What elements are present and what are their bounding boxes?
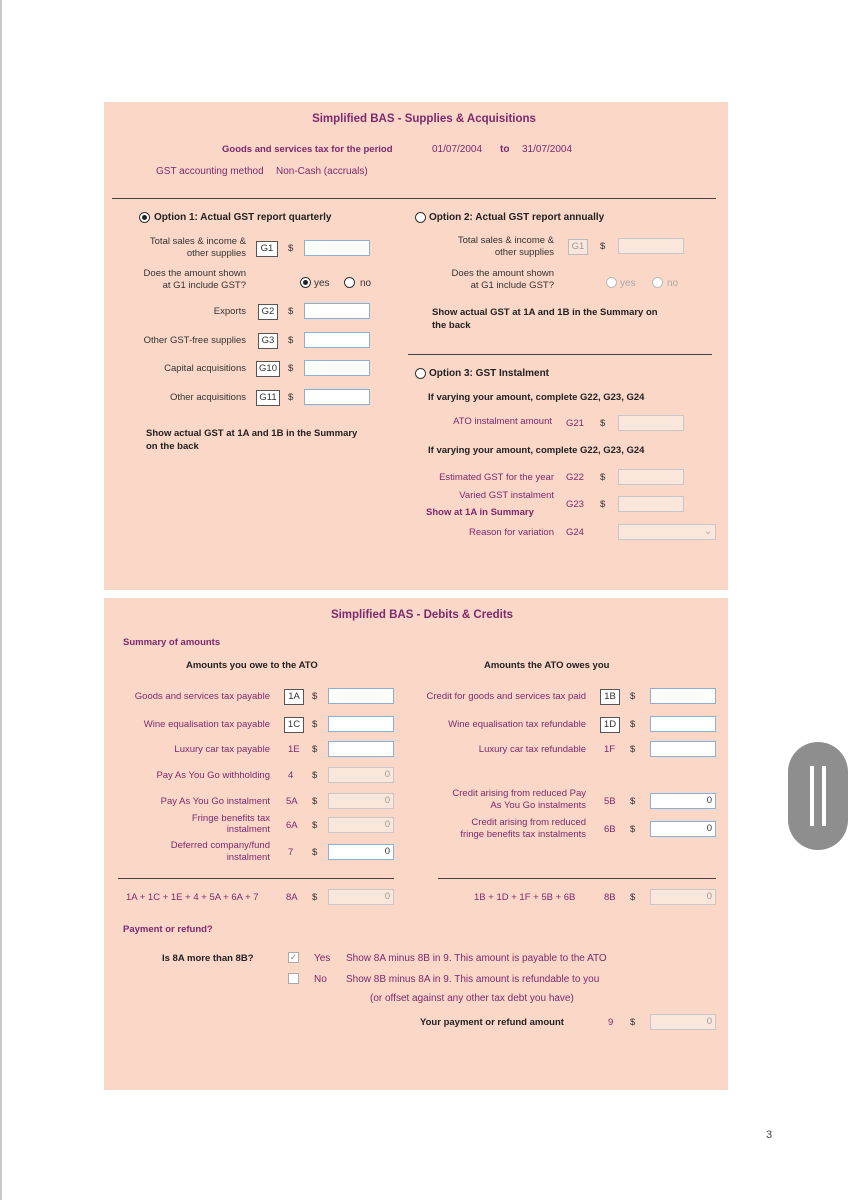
input-1f[interactable] <box>650 741 716 757</box>
final-amount-label: Your payment or refund amount <box>420 1017 564 1028</box>
input-6b[interactable]: 0 <box>650 821 716 837</box>
option2-gst-yes-radio[interactable] <box>606 277 617 288</box>
compare-question: Is 8A more than 8B? <box>162 953 254 964</box>
dollar-sign: $ <box>312 820 318 831</box>
code-4: 4 <box>288 770 294 781</box>
yes-label: Yes <box>314 953 331 964</box>
option2-gst-question-line2: at G1 include GST? <box>470 280 554 291</box>
fbt-credit-label-line1: Credit arising from reduced <box>471 817 586 828</box>
dollar-sign: $ <box>630 796 636 807</box>
input-8a[interactable]: 0 <box>328 889 394 905</box>
g1-gst-yes-radio[interactable] <box>300 277 311 288</box>
g10-code: G10 <box>256 361 280 377</box>
deferred-instalment-label-line2: instalment <box>226 852 270 863</box>
gst-method-value: Non-Cash (accruals) <box>276 166 368 177</box>
exports-label: Exports <box>213 306 246 317</box>
option1-show-note-line2: on the back <box>146 441 199 452</box>
no-checkbox[interactable] <box>288 973 299 984</box>
payg-credit-label-line2: As You Go instalments <box>490 800 586 811</box>
dollar-sign: $ <box>630 691 636 702</box>
supplies-acquisitions-panel <box>104 102 728 590</box>
yes-checkbox[interactable] <box>288 952 299 963</box>
code-1a: 1A <box>284 689 304 705</box>
code-1f: 1F <box>604 744 616 755</box>
option1-label: Option 1: Actual GST report quarterly <box>154 212 332 223</box>
dollar-sign: $ <box>288 306 294 317</box>
code-1e: 1E <box>288 744 300 755</box>
g22-input[interactable] <box>618 469 684 485</box>
option2-show-note-line2: the back <box>432 320 471 331</box>
payg-instalment-label: Pay As You Go instalment <box>160 796 270 807</box>
gst-payable-label: Goods and services tax payable <box>134 691 270 702</box>
no-label: No <box>314 974 327 985</box>
wet-refundable-label: Wine equalisation tax refundable <box>448 719 586 730</box>
option2-g1-input[interactable] <box>618 238 684 254</box>
no-text: Show 8B minus 8A in 9. This amount is refundable to you <box>346 974 600 985</box>
option1-show-note-line1: Show actual GST at 1A and 1B in the Summary <box>146 428 358 439</box>
lct-refundable-label: Luxury car tax refundable <box>478 744 586 755</box>
panel-title: Simplified BAS - Debits & Credits <box>330 609 514 621</box>
input-9[interactable]: 0 <box>650 1014 716 1030</box>
divider <box>118 878 394 879</box>
divider <box>408 354 712 355</box>
g1-gst-yes-label: yes <box>314 278 330 289</box>
chevron-down-icon: ⌄ <box>704 526 712 537</box>
dollar-sign: $ <box>312 847 318 858</box>
g21-input[interactable] <box>618 415 684 431</box>
option1-radio[interactable] <box>139 212 150 223</box>
yes-text: Show 8A minus 8B in 9. This amount is payable to the ATO <box>346 953 607 964</box>
g10-input[interactable] <box>304 360 370 376</box>
option3-label: Option 3: GST Instalment <box>429 368 550 379</box>
dollar-sign: $ <box>630 744 636 755</box>
total-8b-formula: 1B + 1D + 1F + 5B + 6B <box>474 892 576 903</box>
code-7: 7 <box>288 847 294 858</box>
code-6b: 6B <box>604 824 616 835</box>
page-number: 3 <box>766 1129 773 1141</box>
option2-gst-no-radio[interactable] <box>652 277 663 288</box>
dollar-sign: $ <box>630 719 636 730</box>
show-at-1a-note: Show at 1A in Summary <box>426 507 534 518</box>
option2-gst-no-label: no <box>667 278 679 289</box>
input-5b[interactable]: 0 <box>650 793 716 809</box>
dollar-sign: $ <box>312 744 318 755</box>
dollar-sign: $ <box>600 499 606 510</box>
code-1b: 1B <box>600 689 620 705</box>
dollar-sign: $ <box>288 335 294 346</box>
g2-code: G2 <box>258 304 278 320</box>
g1-gst-no-label: no <box>360 278 372 289</box>
g3-code: G3 <box>258 333 278 349</box>
period-to: 31/07/2004 <box>522 144 573 155</box>
g1-label-line2: other supplies <box>186 248 246 259</box>
payg-withholding-label: Pay As You Go withholding <box>156 770 270 781</box>
g3-input[interactable] <box>304 332 370 348</box>
g24-code: G24 <box>566 527 584 538</box>
option2-radio[interactable] <box>415 212 426 223</box>
code-8a: 8A <box>286 892 298 903</box>
other-gst-free-label: Other GST-free supplies <box>143 335 246 346</box>
dollar-sign: $ <box>312 892 318 903</box>
g1-label-line1: Total sales & income & <box>149 236 246 247</box>
g11-input[interactable] <box>304 389 370 405</box>
period-to-label: to <box>500 144 510 155</box>
period-from: 01/07/2004 <box>432 144 483 155</box>
code-5a: 5A <box>286 796 298 807</box>
input-7[interactable]: 0 <box>328 844 394 860</box>
g1-gst-question-line2: at G1 include GST? <box>162 280 246 291</box>
wet-payable-label: Wine equalisation tax payable <box>143 719 270 730</box>
code-9: 9 <box>608 1017 614 1028</box>
lct-payable-label: Luxury car tax payable <box>174 744 270 755</box>
code-1c: 1C <box>284 717 304 733</box>
dollar-sign: $ <box>312 770 318 781</box>
option2-gst-question-line1: Does the amount shown <box>451 268 554 279</box>
ato-instalment-label: ATO instalment amount <box>453 416 552 427</box>
other-acquisitions-label: Other acquisitions <box>169 392 246 403</box>
pause-bars-icon[interactable] <box>788 742 848 850</box>
no-text-note: (or offset against any other tax debt you have) <box>370 993 574 1004</box>
divider <box>112 198 716 199</box>
gst-method-label: GST accounting method <box>156 166 264 177</box>
divider <box>438 878 716 879</box>
dollar-sign: $ <box>630 892 636 903</box>
fbt-instalment-label-line2: instalment <box>226 824 270 835</box>
g11-code: G11 <box>256 390 280 406</box>
option2-label: Option 2: Actual GST report annually <box>429 212 605 223</box>
fbt-instalment-label-line1: Fringe benefits tax <box>191 813 270 824</box>
code-1d: 1D <box>600 717 620 733</box>
debits-credits-panel <box>104 598 728 1090</box>
gst-credit-label: Credit for goods and services tax paid <box>426 691 586 702</box>
g1-input[interactable] <box>304 240 370 256</box>
g1-gst-question-line1: Does the amount shown <box>143 268 246 279</box>
dollar-sign: $ <box>600 418 606 429</box>
check-icon: ✓ <box>289 952 298 962</box>
g23-code: G23 <box>566 499 584 510</box>
panel-title: Simplified BAS - Supplies & Acquisitions <box>312 113 536 125</box>
period-label: Goods and services tax for the period <box>222 144 393 155</box>
payg-credit-label-line1: Credit arising from reduced Pay <box>452 788 586 799</box>
summary-label: Summary of amounts <box>123 637 221 648</box>
option2-g1-label-line1: Total sales & income & <box>457 235 554 246</box>
input-8b[interactable]: 0 <box>650 889 716 905</box>
dollar-sign: $ <box>600 241 606 252</box>
deferred-instalment-label-line1: Deferred company/fund <box>170 840 270 851</box>
input-4[interactable]: 0 <box>328 767 394 783</box>
option2-g1-label-line2: other supplies <box>494 247 554 258</box>
input-5a[interactable]: 0 <box>328 793 394 809</box>
option3-radio[interactable] <box>415 368 426 379</box>
option3-varying-note-2: If varying your amount, complete G22, G23, G24 <box>428 445 645 456</box>
estimated-gst-label: Estimated GST for the year <box>439 472 554 483</box>
option3-varying-note-1: If varying your amount, complete G22, G23, G24 <box>428 392 645 403</box>
capital-acquisitions-label: Capital acquisitions <box>164 363 246 374</box>
g22-code: G22 <box>566 472 584 483</box>
g23-input[interactable] <box>618 496 684 512</box>
owe-header: Amounts you owe to the ATO <box>186 660 318 671</box>
code-6a: 6A <box>286 820 298 831</box>
dollar-sign: $ <box>630 824 636 835</box>
dollar-sign: $ <box>630 1017 636 1028</box>
payment-refund-label: Payment or refund? <box>123 924 213 935</box>
code-8b: 8B <box>604 892 616 903</box>
input-1b[interactable] <box>650 688 716 704</box>
g24-select[interactable] <box>618 524 716 540</box>
dollar-sign: $ <box>288 243 294 254</box>
dollar-sign: $ <box>312 719 318 730</box>
reason-variation-label: Reason for variation <box>468 527 554 538</box>
dollar-sign: $ <box>312 796 318 807</box>
option2-gst-yes-label: yes <box>620 278 636 289</box>
option2-g1-code: G1 <box>568 239 588 255</box>
dollar-sign: $ <box>600 472 606 483</box>
g1-gst-no-radio[interactable] <box>344 277 355 288</box>
input-6a[interactable]: 0 <box>328 817 394 833</box>
g21-code: G21 <box>566 418 584 429</box>
fbt-credit-label-line2: fringe benefits tax instalments <box>460 829 586 840</box>
g2-input[interactable] <box>304 303 370 319</box>
input-1d[interactable] <box>650 716 716 732</box>
varied-instalment-label: Varied GST instalment <box>459 490 554 501</box>
code-5b: 5B <box>604 796 616 807</box>
dollar-sign: $ <box>288 363 294 374</box>
dollar-sign: $ <box>288 392 294 403</box>
dollar-sign: $ <box>312 691 318 702</box>
option2-show-note-line1: Show actual GST at 1A and 1B in the Summary on <box>432 307 658 318</box>
page-left-border <box>0 0 2 1200</box>
g1-code: G1 <box>256 241 278 257</box>
total-8a-formula: 1A + 1C + 1E + 4 + 5A + 6A + 7 <box>126 892 259 903</box>
owes-header: Amounts the ATO owes you <box>484 660 610 671</box>
